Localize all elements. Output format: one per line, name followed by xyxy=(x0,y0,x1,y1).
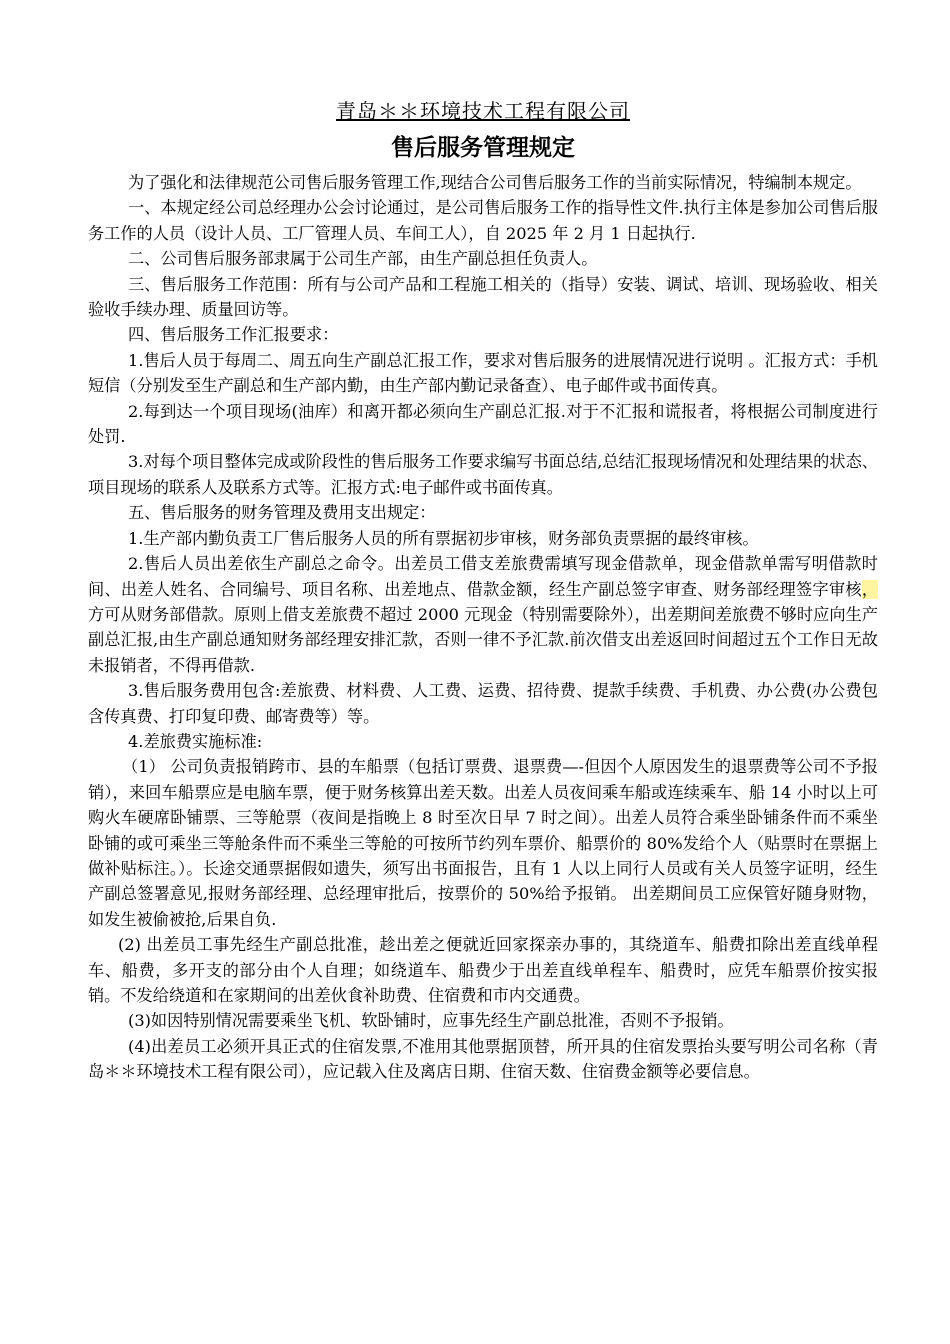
paragraph-intro: 为了强化和法律规范公司售后服务管理工作,现结合公司售后服务工作的当前实际情况，特编制本规定。 xyxy=(128,173,862,192)
company-name: 青岛＊＊环境技术工程有限公司 xyxy=(336,99,630,123)
paragraph-section-4-item-1: 1.售后人员于每周二、周五向生产副总汇报工作，要求对售后服务的进展情况进行说明 。汇报方式：手机短信（分别发至生产副总和生产部内勤，由生产部内勤记录备查）、电子邮件或书面传真。 xyxy=(88,350,878,396)
paragraph-section-5-item-2-part-a: 2.售后人员出差依生产副总之命令。出差员工借支差旅费需填写现金借款单，现金借款单需写明借款时间、出差人姓名、合同编号、项目名称、出差地点、借款金额，经生产副总签字审查、财务部经理签字审核 xyxy=(88,554,878,599)
paragraph-section-2: 二、公司售后服务部隶属于公司生产部，由生产副总担任负责人。 xyxy=(128,249,598,269)
paragraph-travel-rule-4: (4)出差员工必须开具正式的住宿发票,不准用其他票据顶替，所开具的住宿发票抬头要写明公司名称（青岛＊＊环境技术工程有限公司），应记载入住及离店日期、住宿天数、住宿费金额等必要信息。 xyxy=(88,1036,878,1082)
paragraph-section-5-item-3: 3.售后服务费用包含:差旅费、材料费、人工费、运费、招待费、提款手续费、手机费、办公费(办公费包含传真费、打印复印费、邮寄费等）等。 xyxy=(88,681,878,726)
document-page xyxy=(88,96,878,1085)
paragraph-section-5-item-2 xyxy=(88,551,878,678)
paragraph-travel-rule-2: (2) 出差员工事先经生产副总批准，趁出差之便就近回家探亲办事的，其绕道车、船费扣除出差直线单程车、船费，多开支的部分由个人自理；如绕道车、船费少于出差直线单程车、船费时，应凭车船票价按实报销。不发给绕道和在家期间的出差伙食补助费、住宿费和市内交通费。 xyxy=(88,935,878,1005)
paragraph-section-4-item-2: 2.每到达一个项目现场(油库）和离开都必须向生产副总汇报.对于不汇报和谎报者，将根据公司制度进行处罚. xyxy=(88,401,878,447)
paragraph-travel-rule-1: （1） 公司负责报销跨市、县的车船票（包括订票费、退票费—-但因个人原因发生的退票费等公司不予报销），来回车船票应是电脑车票，便于财务核算出差天数。出差人员夜间乘车船或连续乘车、船 14 小时以上可购火车硬席卧铺票、三等舱票（夜间是指晚上 8 时至次日早 7 时之间）。出差人员符合乘坐卧铺条件而不乘坐卧铺的或可乘坐三等舱条件而不乘坐三等舱的可按所节约列车票价、船票价的 80%发给个人（贴票时在票据上做补贴标注。）。长途交通票据假如遗失，须写出书面报告，且有 1 人以上同行人员或有关人员签字证明，经生产副总签署意见,报财务部经理、总经理审批后，按票价的 50%给予报销。 出差期间员工应保管好随身财物，如发生被偷被抢,后果自负. xyxy=(88,757,878,929)
document-title: 售后服务管理规定 xyxy=(391,135,575,161)
paragraph-section-5: 五、售后服务的财务管理及费用支出规定： xyxy=(128,503,436,523)
paragraph-section-3: 三、售后服务工作范围：所有与公司产品和工程施工相关的（指导）安装、调试、培训、现场验收、相关验收手续办理、质量回访等。 xyxy=(88,274,878,320)
paragraph-section-5-item-2-part-b: 方可从财务部借款。原则上借支差旅费不超过 2000 元现金（特别需要除外），出差期间差旅费不够时应向生产副总汇报,由生产副总通知财务部经理安排汇款，否则一律不予汇款.前次借支出差返回时间超过五个工作日无故未报销者，不得再借款. xyxy=(88,604,878,675)
paragraph-section-5-item-4: 4.差旅费实施标准: xyxy=(128,731,263,751)
paragraph-section-4-item-3: 3.对每个项目整体完成或阶段性的售后服务工作要求编写书面总结,总结汇报现场情况和处理结果的状态、项目现场的联系人及联系方式等。汇报方式:电子邮件或书面传真。 xyxy=(88,452,878,497)
highlighted-comma: ， xyxy=(861,579,878,599)
paragraph-section-1: 一、本规定经公司总经理办公会讨论通过，是公司售后服务工作的指导性文件.执行主体是参加公司售后服务工作的人员（设计人员、工厂管理人员、车间工人），自 2025 年 2 月 1 日起执行. xyxy=(88,198,878,243)
paragraph-section-4: 四、售后服务工作汇报要求： xyxy=(128,325,339,345)
paragraph-section-5-item-1: 1.生产部内勤负责工厂售后服务人员的所有票据初步审核，财务部负责票据的最终审核。 xyxy=(128,528,759,548)
paragraph-travel-rule-3: (3)如因特别情况需要乘坐飞机、软卧铺时，应事先经生产副总批准，否则不予报销。 xyxy=(128,1011,734,1031)
